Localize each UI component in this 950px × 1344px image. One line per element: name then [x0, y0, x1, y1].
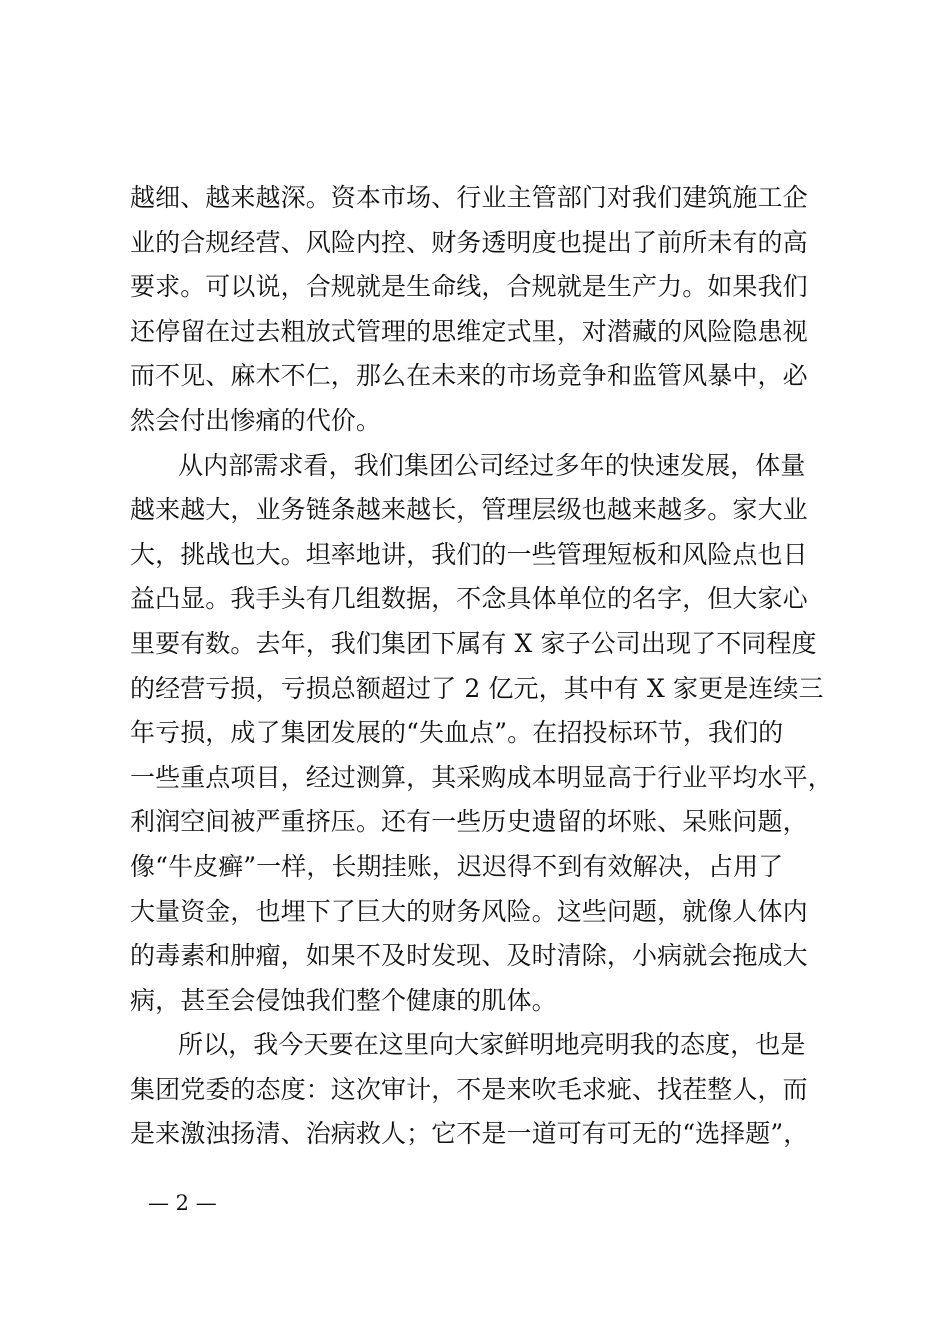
text-line: 年亏损，成了集团发展的“失血点”。在招投标环节，我们的	[130, 718, 784, 748]
text-line: 业的合规经营、风险内控、财务透明度也提出了前所未有的高	[130, 227, 808, 257]
body-text	[130, 176, 833, 1157]
paragraph-first-line: 从内部需求看，我们集团公司经过多年的快速发展，体量	[178, 450, 806, 480]
text-line: 而不见、麻木不仁，那么在未来的市场竞争和监管风暴中，必	[130, 361, 808, 391]
text-line: 利润空间被严重挤压。还有一些历史遗留的坏账、呆账问题，	[130, 807, 808, 837]
text-line: 里要有数。去年，我们集团下属有 X 家子公司出现了不同程度	[130, 628, 817, 658]
text-line: 的经营亏损，亏损总额超过了 2 亿元，其中有 X 家更是连续三	[130, 673, 824, 703]
text-line: 大，挑战也大。坦率地讲，我们的一些管理短板和风险点也日	[130, 539, 808, 569]
text-line: 然会付出惨痛的代价。	[130, 405, 382, 435]
text-line: 病，甚至会侵蚀我们整个健康的肌体。	[130, 985, 557, 1015]
text-line: 还停留在过去粗放式管理的思维定式里，对潜藏的风险隐患视	[130, 316, 808, 346]
text-line: 益凸显。我手头有几组数据，不念具体单位的名字，但大家心	[130, 584, 808, 614]
text-line: 要求。可以说，合规就是生命线，合规就是生产力。如果我们	[130, 272, 808, 302]
text-line: 的毒素和肿瘤，如果不及时发现、及时清除，小病就会拖成大	[130, 941, 808, 971]
text-line: 像“牛皮癣”一样，长期挂账，迟迟得不到有效解决，占用了	[130, 851, 784, 881]
text-line: 大量资金，也埋下了巨大的财务风险。这些问题，就像人体内	[130, 896, 808, 926]
text-line: 越来越大，业务链条越来越长，管理层级也越来越多。家大业	[130, 495, 808, 525]
text-line: 集团党委的态度：这次审计，不是来吹毛求疵、找茬整人，而	[130, 1074, 808, 1104]
page-number: — 2 —	[148, 1191, 217, 1215]
text-line: 一些重点项目，经过测算，其采购成本明显高于行业平均水平，	[130, 762, 833, 792]
paragraph-first-line: 所以，我今天要在这里向大家鲜明地亮明我的态度，也是	[178, 1030, 806, 1060]
text-line: 越细、越来越深。资本市场、行业主管部门对我们建筑施工企	[130, 183, 808, 212]
text-line: 是来激浊扬清、治病救人；它不是一道可有可无的“选择题”，	[130, 1119, 809, 1149]
